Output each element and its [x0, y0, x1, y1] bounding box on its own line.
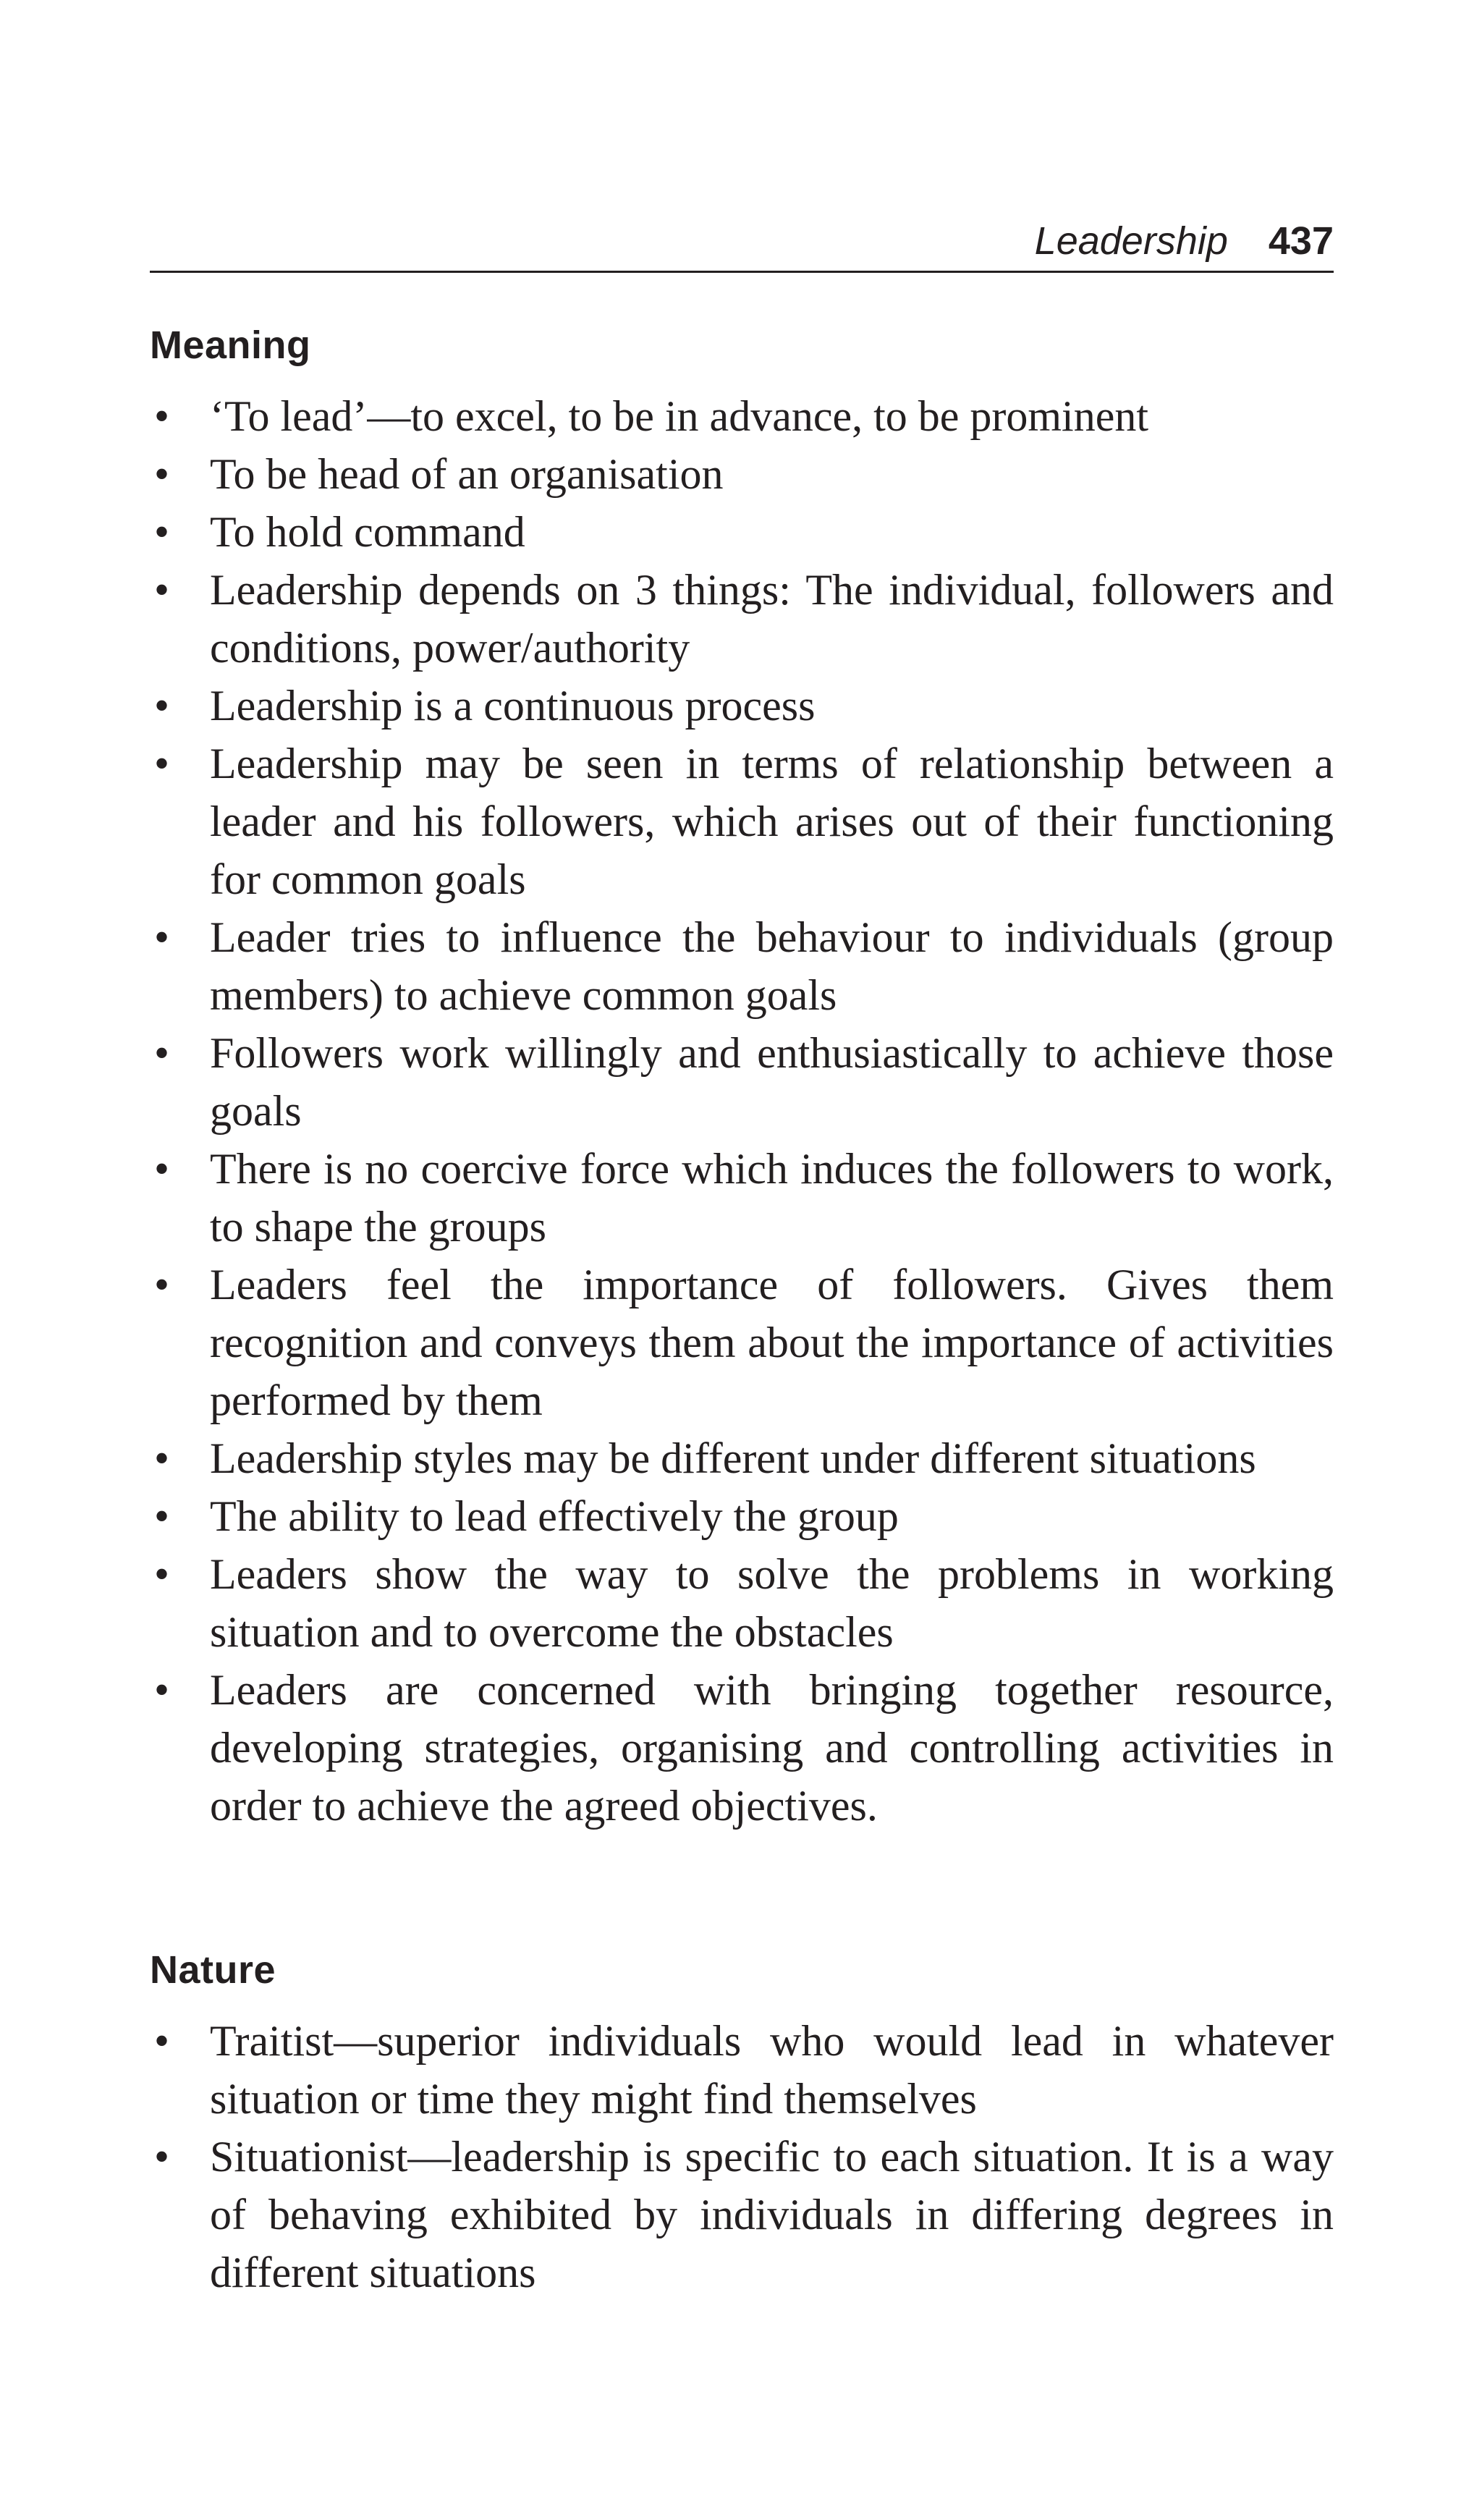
- list-item: [150, 445, 1334, 503]
- bullet-icon: •: [154, 1029, 170, 1077]
- bullet-icon: •: [154, 682, 170, 730]
- list-item: [150, 1429, 1334, 1487]
- bullet-icon: •: [154, 2017, 170, 2065]
- list-item-text: Followers work willingly and enthusiastically to achieve those goals: [210, 1029, 1334, 1135]
- list-item-text: Leaders are concerned with bringing together resource, developing strategies, organising and controlling activities in order to achieve the agreed objectives.: [210, 1666, 1334, 1830]
- list-item-text: Leadership may be seen in terms of relationship between a leader and his followers, which arises out of their functioning for common goals: [210, 740, 1334, 903]
- list-item-text: The ability to lead effectively the group: [210, 1492, 899, 1540]
- list-item: [150, 1545, 1334, 1661]
- list-item: [150, 561, 1334, 677]
- list-item: [150, 677, 1334, 735]
- list-item-text: To hold command: [210, 508, 525, 556]
- bullet-icon: •: [154, 1550, 170, 1598]
- list-item-text: Leaders feel the importance of followers. Gives them recognition and conveys them about the importance of activities performed by them: [210, 1261, 1334, 1424]
- bullet-icon: •: [154, 1666, 170, 1714]
- nature-list: [150, 2012, 1334, 2301]
- page-header: [150, 214, 1334, 273]
- section-heading-meaning: Meaning: [150, 324, 311, 367]
- section-nature: [150, 1943, 1334, 2301]
- section-heading-nature: Nature: [150, 1948, 276, 1992]
- list-item: [150, 1140, 1334, 1256]
- bullet-icon: •: [154, 1434, 170, 1482]
- bullet-icon: •: [154, 1261, 170, 1308]
- list-item-text: Leadership styles may be different under different situations: [210, 1434, 1256, 1482]
- list-item: [150, 503, 1334, 561]
- list-item-text: ‘To lead’—to excel, to be in advance, to be prominent: [210, 392, 1149, 440]
- running-head: Leadership: [1034, 219, 1228, 263]
- list-item: [150, 2012, 1334, 2128]
- list-item-text: Traitist—superior individuals who would lead in whatever situation or time they might find themselves: [210, 2017, 1334, 2123]
- bullet-icon: •: [154, 1145, 170, 1193]
- list-item-text: There is no coercive force which induces the followers to work, to shape the groups: [210, 1145, 1334, 1251]
- bullet-icon: •: [154, 1492, 170, 1540]
- bullet-icon: •: [154, 450, 170, 498]
- bullet-icon: •: [154, 913, 170, 961]
- bullet-icon: •: [154, 392, 170, 440]
- list-item: [150, 735, 1334, 908]
- list-item: [150, 387, 1334, 445]
- bullet-icon: •: [154, 740, 170, 787]
- list-item: [150, 1024, 1334, 1140]
- list-item-text: Leadership depends on 3 things: The individual, followers and conditions, power/authority: [210, 566, 1334, 672]
- list-item: [150, 908, 1334, 1024]
- list-item-text: Leader tries to influence the behaviour to individuals (group members) to achieve common goals: [210, 913, 1334, 1019]
- list-item: [150, 1256, 1334, 1429]
- list-item-text: To be head of an organisation: [210, 450, 724, 498]
- page-number: 437: [1268, 219, 1334, 263]
- bullet-icon: •: [154, 508, 170, 556]
- list-item-text: Leaders show the way to solve the problems in working situation and to overcome the obstacles: [210, 1550, 1334, 1656]
- list-item: [150, 1661, 1334, 1835]
- section-meaning: [150, 318, 1334, 1835]
- list-item: [150, 1487, 1334, 1545]
- list-item: [150, 2128, 1334, 2301]
- list-item-text: Leadership is a continuous process: [210, 682, 816, 730]
- list-item-text: Situationist—leadership is specific to each situation. It is a way of behaving exhibited by individuals in differing degrees in different situations: [210, 2133, 1334, 2296]
- bullet-icon: •: [154, 566, 170, 614]
- meaning-list: [150, 387, 1334, 1835]
- bullet-icon: •: [154, 2133, 170, 2181]
